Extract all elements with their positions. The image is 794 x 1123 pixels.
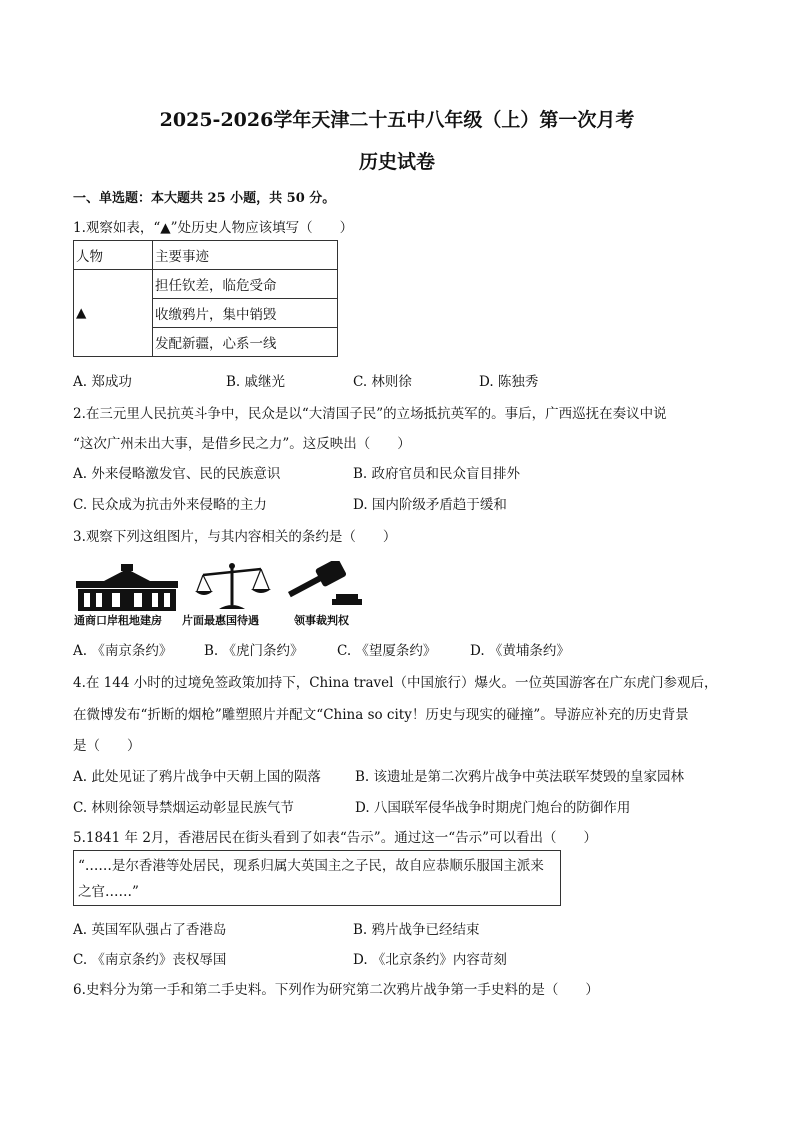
table-deed-3: 发配新疆，心系一线: [153, 328, 338, 357]
q3-option-a: A. 《南京条约》: [73, 643, 173, 659]
q1-option-a: A. 郑成功: [73, 374, 132, 390]
question-2-stem-line2: “这次广州未出大事，是借乡民之力”。这反映出（ ）: [73, 436, 411, 452]
q3-option-c: C. 《望厦条约》: [337, 643, 437, 659]
exam-subtitle: 历史试卷: [358, 151, 435, 173]
q5-option-c: C. 《南京条约》丧权辱国: [73, 952, 227, 968]
q5-option-a: A. 英国军队强占了香港岛: [73, 922, 227, 938]
q4-option-d: D. 八国联军侵华战争时期虎门炮台的防御作用: [355, 800, 631, 816]
question-1-stem: 1.观察如表，“▲”处历史人物应该填写（ ）: [73, 220, 354, 236]
table-person-cell: ▲: [74, 270, 153, 357]
question-2-stem-line1: 2.在三元里人民抗英斗争中，民众是以“大清国子民”的立场抵抗英军的。事后，广西巡抚在奏议中说: [73, 406, 667, 422]
question-1-table: [73, 240, 338, 357]
q3-option-b: B. 《虎门条约》: [204, 643, 304, 659]
q4-option-c: C. 林则徐领导禁烟运动彰显民族气节: [73, 800, 294, 816]
question-3-stem: 3.观察下列这组图片，与其内容相关的条约是（ ）: [73, 529, 397, 545]
q1-option-d: D. 陈独秀: [479, 374, 539, 390]
q2-option-a: A. 外来侵略激发官、民的民族意识: [73, 466, 281, 482]
image-caption-2: 片面最惠国待遇: [182, 614, 259, 627]
table-deed-1: 担任钦差，临危受命: [153, 270, 338, 299]
q5-option-b: B. 鸦片战争已经结束: [353, 922, 480, 938]
section-heading: 一、单选题：本大题共 25 小题，共 50 分。: [73, 191, 336, 206]
table-deed-2: 收缴鸦片，集中销毁: [153, 299, 338, 328]
q2-option-b: B. 政府官员和民众盲目排外: [353, 466, 521, 482]
q1-option-b: B. 戚继光: [226, 374, 286, 390]
q4-option-a: A. 此处见证了鸦片战争中天朝上国的陨落: [73, 769, 321, 785]
q1-option-c: C. 林则徐: [353, 374, 412, 390]
question-4-stem-line3: 是（ ）: [73, 738, 141, 754]
image-caption-1: 通商口岸租地建房: [74, 614, 162, 627]
image-caption-3: 领事裁判权: [294, 614, 349, 627]
exam-title: 2025-2026学年天津二十五中八年级（上）第一次月考: [159, 109, 635, 131]
question-4-stem-line1: 4.在 144 小时的过境免签政策加持下，China travel（中国旅行）爆火。一位英国游客在广东虎门参观后，: [73, 675, 718, 691]
q2-option-d: D. 国内阶级矛盾趋于缓和: [353, 497, 507, 513]
q4-option-b: B. 该遗址是第二次鸦片战争中英法联军焚毁的皇家园林: [355, 769, 685, 785]
question-6-stem: 6.史料分为第一手和第二手史料。下列作为研究第二次鸦片战争第一手史料的是（ ）: [73, 982, 599, 998]
q5-option-d: D. 《北京条约》内容苛刻: [353, 952, 507, 968]
table-header-deeds: 主要事迹: [153, 241, 338, 270]
q3-option-d: D. 《黄埔条约》: [470, 643, 570, 659]
table-header-person: 人物: [74, 241, 153, 270]
question-4-stem-line2: 在微博发布“折断的烟枪”雕塑照片并配文“China so city！历史与现实的碰撞”。导游应补充的历史背景: [73, 707, 689, 723]
question-5-stem: 5.1841 年 2月，香港居民在街头看到了如表“告示”。通过这一“告示”可以看出（ ）: [73, 830, 598, 846]
notice-quote-box: “……是尔香港等处居民，现系归属大英国主之子民，故自应恭顺乐服国主派来之官……”: [73, 850, 561, 906]
q2-option-c: C. 民众成为抗击外来侵略的主力: [73, 497, 267, 513]
